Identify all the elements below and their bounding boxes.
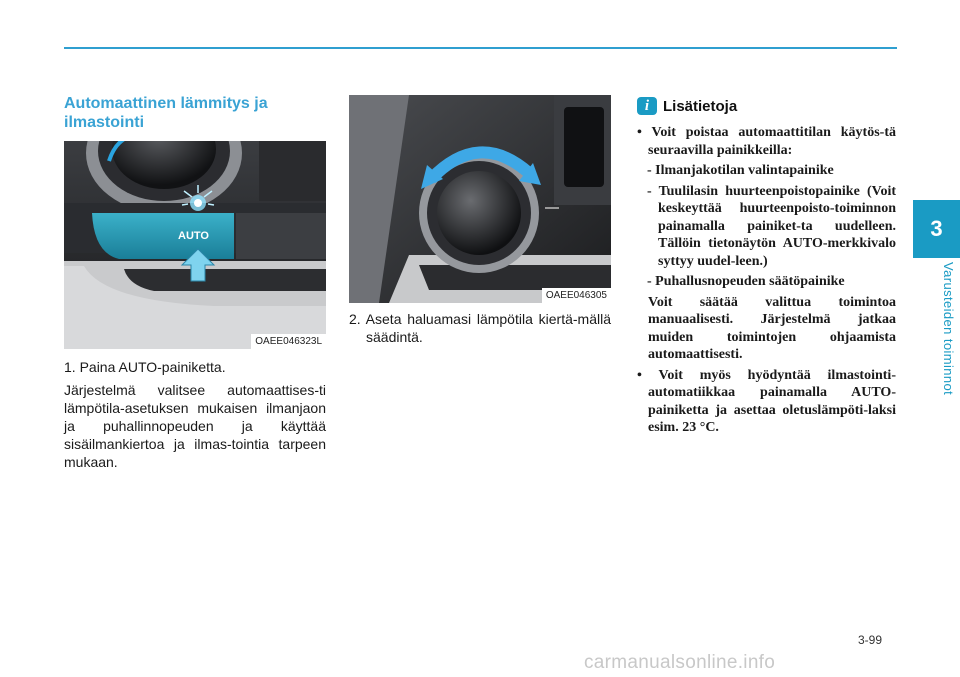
step1-block: [64, 358, 326, 476]
auto-label: AUTO: [178, 230, 209, 242]
page-number: 3-99: [858, 633, 883, 647]
step-2: 2. Aseta haluamasi lämpötila kiertä-mällä säädintä.: [349, 311, 611, 345]
top-rule: [64, 47, 897, 49]
section-title: Automaattinen lämmitys ja ilmastointi: [64, 95, 268, 131]
info-title: Lisätietoja: [663, 97, 738, 115]
info-bullet-1: • Voit poistaa automaattitilan käytös-tä seuraavilla painikkeilla:: [637, 125, 896, 158]
figure-auto-illustration: [64, 141, 326, 349]
chapter-number: 3: [930, 216, 943, 241]
figure-code: OAEE046323L: [251, 334, 326, 349]
step2-block: [349, 310, 611, 351]
info-bullet-2: • Voit myös hyödyntää ilmastointi-automatiikkaa painamalla AUTO-painiketta ja asettaa oletuslämpöti-laksi esim. 23 °C.: [637, 367, 896, 435]
info-body: [637, 124, 896, 440]
watermark: carmanualsonline.info: [584, 652, 776, 673]
figure-temperature-knob: [349, 95, 611, 303]
info-sub-1: - Ilmanjakotilan valintapainike: [647, 163, 834, 178]
chapter-title: Varusteiden toiminnot: [941, 262, 956, 396]
chapter-tab: [913, 200, 960, 258]
figure-code: OAEE046305: [542, 288, 611, 303]
info-sub-2: - Tuulilasin huurteenpoistopainike (Voit keskeyttää huurteenpoisto-toiminnon painamalla painiket-ta uudelleen. Tällöin tietonäytön AUTO-merkkivalo syttyy uudel-leen.): [647, 183, 896, 269]
info-paragraph: Voit säätää valittua toimintoa manuaalisesti. Järjestelmä jatkaa muiden toimintojen ohjaamista automaattisesti.: [648, 294, 896, 362]
info-sub-3: - Puhallusnopeuden säätöpainike: [647, 274, 845, 289]
figure-auto-button: [64, 141, 326, 349]
step-1-description: Järjestelmä valitsee automaattises-ti lämpötila-asetuksen mukaisen ilmanjaon ja puhallinnopeuden ja käyttää sisäilmankiertoa ja ilmas-tointia tarpeen mukaan.: [64, 382, 326, 470]
step-1: 1. Paina AUTO-painiketta.: [64, 359, 226, 375]
info-heading: [637, 97, 737, 115]
figure-knob-illustration: [349, 95, 611, 303]
info-icon: i: [637, 97, 657, 115]
